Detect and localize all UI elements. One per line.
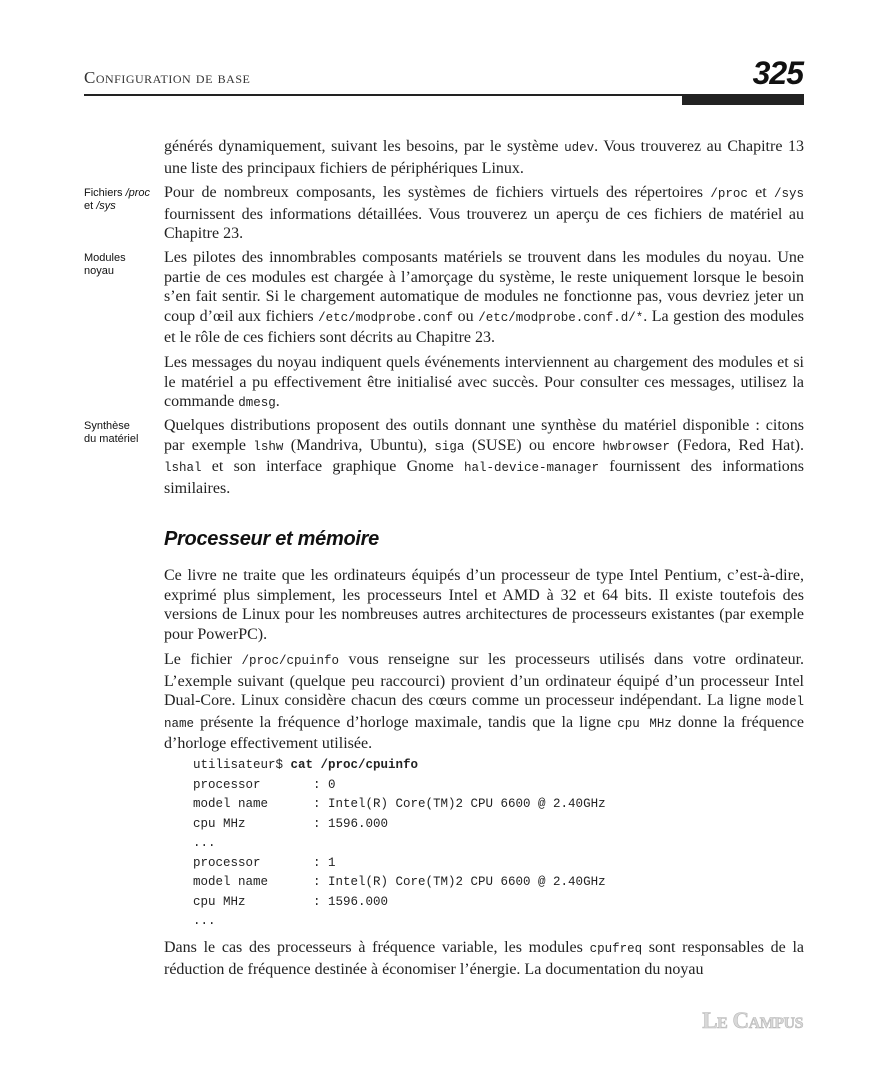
margin-note-fichiers: Fichiers /proc et /sys	[84, 187, 151, 212]
shell-command: cat /proc/cpuinfo	[290, 758, 419, 772]
code-line: cpu MHz : 1596.000	[193, 816, 389, 831]
shell-prompt: utilisateur$	[193, 758, 291, 772]
running-header-title: Configuration de base	[84, 68, 251, 87]
paragraph-text: générés dynamiquement, suivant les besoins, par le système udev. Vous trouverez au Chapitre 13 une liste des principaux fichiers de périphériques Linux.	[164, 138, 805, 177]
code-line: model name : Intel(R) Core(TM)2 CPU 6600 @ 2.40GHz	[193, 875, 606, 889]
paragraph-cpuinfo	[164, 650, 804, 754]
code-line: processor : 0	[193, 777, 336, 792]
paragraph-modules	[164, 248, 804, 348]
code-line: cpu MHz : 1596.000	[193, 894, 389, 909]
page-number: 325	[752, 55, 803, 91]
section-heading: Processeur et mémoire	[164, 528, 379, 550]
code-line: ...	[193, 836, 216, 850]
paragraph-processors	[164, 566, 804, 644]
code-line: ...	[193, 914, 216, 928]
code-line: processor : 1	[193, 855, 336, 870]
paragraph-cpufreq	[164, 938, 804, 979]
margin-note-modules: Modules noyau	[84, 252, 126, 277]
code-listing	[193, 756, 606, 932]
code-command-line	[193, 756, 606, 776]
paragraph-synthese	[164, 416, 804, 498]
header-bar	[682, 96, 804, 105]
paragraph-text: Quelques distributions proposent des outils donnant une synthèse du matériel disponible : citons par exemple lshw (Mandriva, Ubuntu), siga (SUSE) ou encore hwbrowser (Fedora, Red Hat). lshal et son interface graphique Gnome hal-device-manager fournissent des informations similaires.	[164, 417, 805, 497]
paragraph-text: Les messages du noyau indiquent quels événements interviennent au chargement des modules et si le matériel a pu effectivement être initialisé avec succès. Pour consulter ces messages, utilisez la commande dmesg.	[164, 354, 804, 411]
paragraph-text: Dans le cas des processeurs à fréquence variable, les modules cpufreq sont responsables de la réduction de fréquence destinée à économiser l’énergie. La documentation du noyau	[164, 939, 804, 978]
paragraph-text: Les pilotes des innombrables composants matériels se trouvent dans les modules du noyau. Une partie de ces modules est chargée à l’amorçage du système, le reste uniquement lorsque le besoin s’en fait sentir. Si le chargement automatique de modules ne fonctionne pas, vous devriez jeter un coup d’œil aux fichiers /etc/modprobe.conf ou /etc/modprobe.conf.d/*. La gestion des modules et le rôle de ces fichiers sont décrits au Chapitre 23.	[164, 249, 805, 347]
paragraph-text: Pour de nombreux composants, les systèmes de fichiers virtuels des répertoires /proc et /sys fournissent des informations détaillées. Vous trouverez un aperçu de ces fichiers de matériel au Chapitre 23.	[164, 184, 804, 243]
paragraph-text: Ce livre ne traite que les ordinateurs équipés d’un processeur de type Intel Pentium, c’est-à-dire, exprimé plus simplement, les processeurs Intel et AMD à 32 et 64 bits. Il existe toutefois des versions de Linux pour les nombreuses autres architectures de processeurs existantes (par exemple pour PowerPC).	[164, 567, 804, 643]
publisher-logo: Le Campus	[702, 1008, 803, 1033]
paragraph-udev	[164, 137, 804, 178]
paragraph-dmesg	[164, 353, 804, 414]
code-line: model name : Intel(R) Core(TM)2 CPU 6600 @ 2.40GHz	[193, 797, 606, 811]
paragraph-proc-sys	[164, 183, 804, 244]
margin-note-synthese: Synthèse du matériel	[84, 420, 139, 445]
paragraph-text: Le fichier /proc/cpuinfo vous renseigne sur les processeurs utilisés dans votre ordinateur. L’exemple suivant (quelque peu raccourci) provient d’un ordinateur équipé d’un processeur Intel Dual-Core. Linux considère chacun des cœurs comme un processeur indépendant. La ligne model name présente la fréquence d’horloge maximale, tandis que la ligne cpu MHz donne la fréquence d’horloge effectivement utilisée.	[164, 651, 805, 753]
